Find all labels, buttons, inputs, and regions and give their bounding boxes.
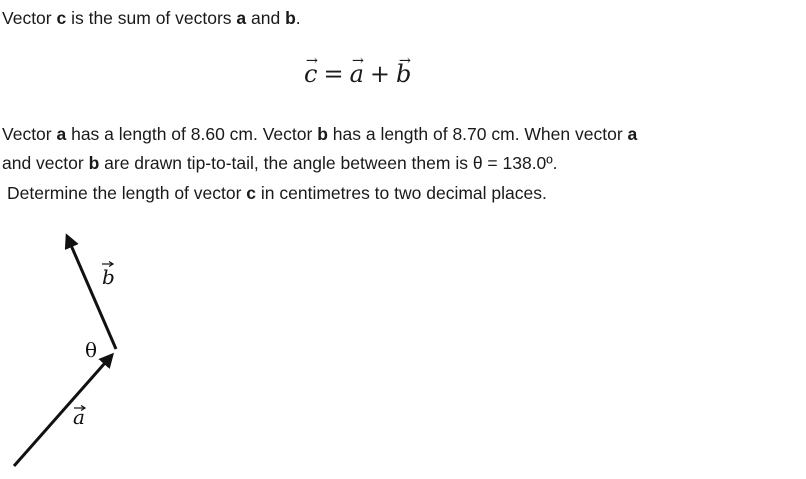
problem-text: Determine the length of vector bbox=[7, 183, 247, 203]
equation-vector-b: → b bbox=[396, 62, 411, 86]
problem-text: in centimetres to two decimal places. bbox=[256, 183, 547, 203]
label-a-text: a bbox=[73, 405, 85, 429]
intro-vector-c: c bbox=[56, 8, 67, 28]
problem-text: has a length of 8.70 cm. When vector bbox=[327, 124, 628, 144]
vector-b-arrow bbox=[67, 236, 116, 349]
problem-line-1 bbox=[2, 126, 637, 144]
problem-vector-b: b bbox=[88, 153, 100, 173]
problem-line-3 bbox=[7, 185, 547, 203]
problem-text: and vector bbox=[2, 153, 89, 173]
equation-plus: + bbox=[369, 60, 390, 88]
intro-mid: is the sum of vectors bbox=[66, 8, 237, 28]
vector-diagram bbox=[0, 220, 200, 470]
intro-vector-b: b bbox=[285, 8, 296, 28]
problem-vector-a: a bbox=[56, 124, 67, 144]
label-b-text: b bbox=[102, 265, 115, 289]
problem-vector-a: a bbox=[627, 124, 638, 144]
intro-vector-a: a bbox=[236, 8, 247, 28]
equation-vector-c: → c bbox=[304, 62, 317, 86]
problem-text: are drawn tip-to-tail, the angle between them is θ = 138.0º. bbox=[99, 153, 558, 173]
problem-vector-b: b bbox=[317, 124, 328, 144]
intro-end: . bbox=[295, 8, 301, 28]
label-vector-a bbox=[73, 405, 85, 429]
problem-text: Vector bbox=[2, 124, 57, 144]
problem-vector-c: c bbox=[246, 183, 257, 203]
vector-a-arrow bbox=[14, 355, 112, 466]
intro-and: and bbox=[246, 8, 286, 28]
equation-equals: = bbox=[323, 60, 344, 88]
label-theta: θ bbox=[85, 338, 98, 362]
equation-vector-a: → a bbox=[350, 62, 364, 86]
label-vector-b bbox=[102, 262, 115, 290]
intro-prefix: Vector bbox=[2, 8, 57, 28]
problem-line-2 bbox=[2, 155, 558, 173]
problem-text: has a length of 8.60 cm. Vector bbox=[66, 124, 318, 144]
intro-text bbox=[2, 10, 301, 28]
vector-sum-equation bbox=[304, 62, 411, 86]
